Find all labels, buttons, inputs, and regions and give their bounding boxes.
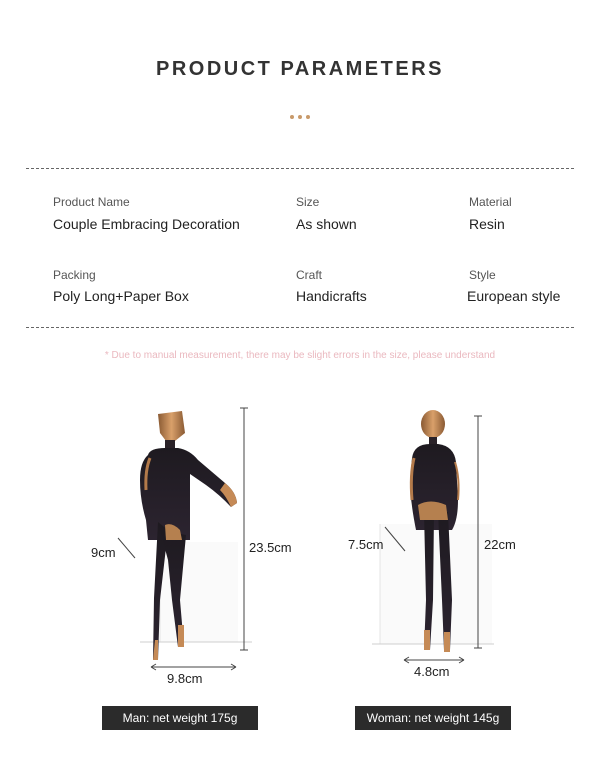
param-label-size: Size — [296, 195, 320, 209]
man-weight-caption: Man: net weight 175g — [102, 706, 258, 730]
param-value-packing: Poly Long+Paper Box — [53, 288, 189, 304]
woman-weight-caption: Woman: net weight 145g — [355, 706, 511, 730]
param-label-craft: Craft — [296, 268, 323, 282]
param-value-craft: Handicrafts — [296, 288, 367, 304]
woman-width-label: 4.8cm — [414, 664, 450, 679]
param-value-size: As shown — [296, 216, 357, 232]
param-value-style: European style — [467, 288, 561, 304]
page-title: PRODUCT PARAMETERS — [156, 58, 444, 80]
man-width-label: 9.8cm — [167, 671, 203, 686]
woman-depth-label: 7.5cm — [348, 537, 384, 552]
param-label-packing: Packing — [53, 268, 96, 282]
param-label-product-name: Product Name — [53, 195, 130, 209]
measurement-note: * Due to manual measurement, there may be slight errors in the size, please understand — [104, 350, 496, 361]
woman-height-label: 22cm — [484, 537, 516, 552]
param-label-material: Material — [469, 195, 512, 209]
man-depth-label: 9cm — [91, 545, 116, 560]
man-height-label: 23.5cm — [249, 540, 292, 555]
param-value-material: Resin — [469, 216, 505, 232]
param-value-product-name: Couple Embracing Decoration — [53, 216, 240, 232]
param-label-style: Style — [469, 268, 496, 282]
